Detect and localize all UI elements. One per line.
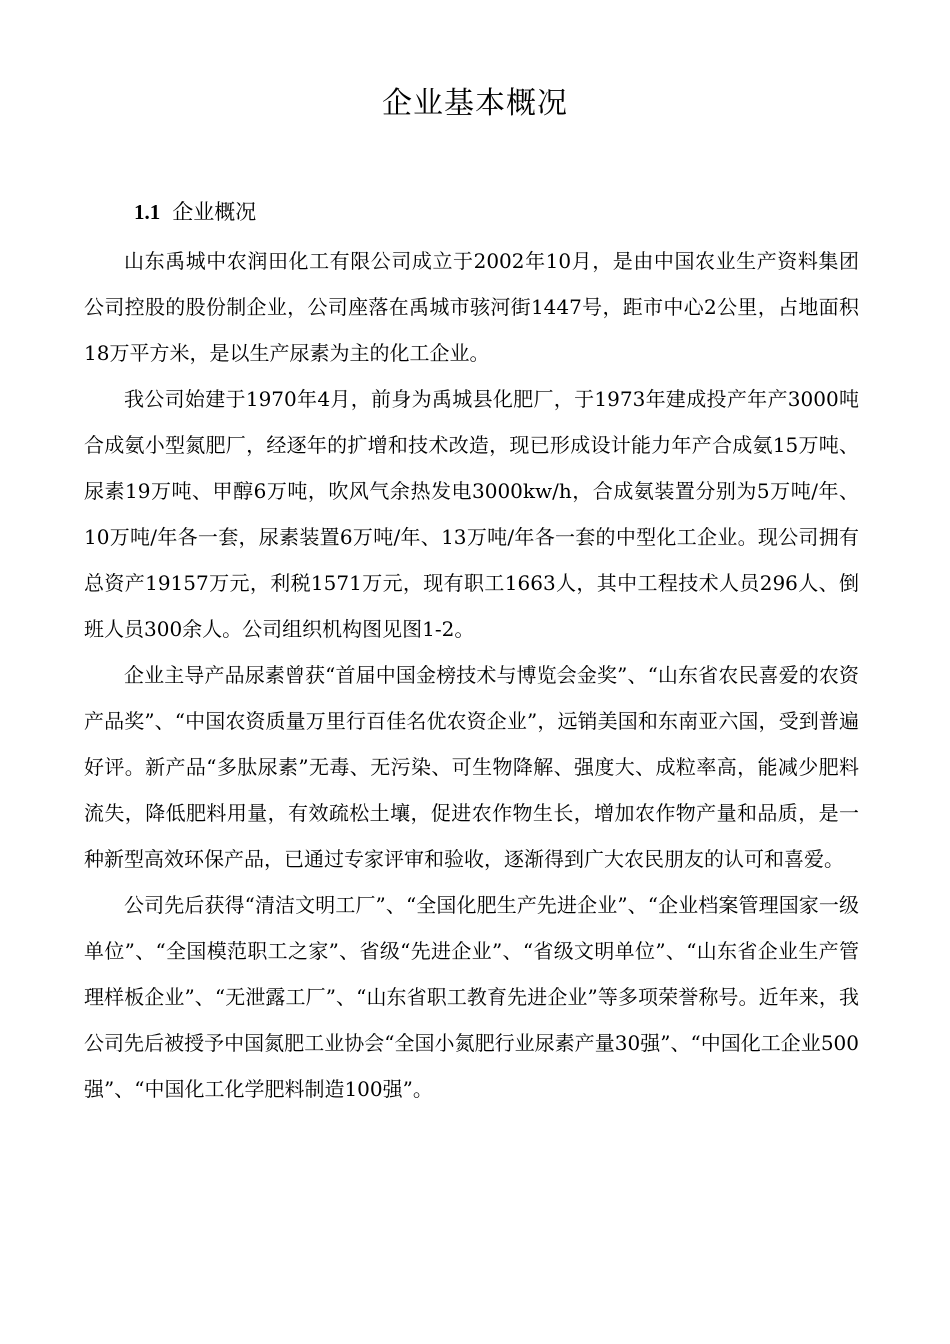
paragraph-company-history: 我公司始建于1970年4月，前身为禹城县化肥厂，于1973年建成投产年产3000吨合成氨小型氮肥厂，经逐年的扩增和技术改造，现已形成设计能力年产合成氨15万吨、尿素19万吨、甲醇6万吨，吹风气余热发电3000kw/h，合成氨装置分别为5万吨/年、10万吨/年各一套，尿素装置6万吨/年、13万吨/年各一套的中型化工企业。现公司拥有总资产19157万元，利税1571万元，现有职工1663人，其中工程技术人员296人、倒班人员300余人。公司组织机构图见图1-2。	[84, 387, 859, 641]
section-title: 企业概况	[172, 200, 257, 224]
page-title: 企业基本概况	[382, 86, 568, 121]
paragraph-products: 企业主导产品尿素曾获“首届中国金榜技术与博览会金奖”、“山东省农民喜爱的农资产品奖”、“中国农资质量万里行百佳名优农资企业”，远销美国和东南亚六国，受到普遍好评。新产品“多肽尿素”无毒、无污染、可生物降解、强度大、成粒率高，能减少肥料流失，降低肥料用量，有效疏松土壤，促进农作物生长，增加农作物产量和品质，是一种新型高效环保产品，已通过专家评审和验收，逐渐得到广大农民朋友的认可和喜爱。	[84, 663, 859, 871]
section-number: 1.1	[134, 200, 161, 224]
paragraph-honors: 公司先后获得“清洁文明工厂”、“全国化肥生产先进企业”、“企业档案管理国家一级单位”、“全国模范职工之家”、省级“先进企业”、“省级文明单位”、“山东省企业生产管理样板企业”、“无泄露工厂”、“山东省职工教育先进企业”等多项荣誉称号。近年来，我公司先后被授予中国氮肥工业协会“全国小氮肥行业尿素产量30强”、“中国化工企业500强”、“中国化工化学肥料制造100强”。	[84, 893, 859, 1101]
section-heading	[134, 196, 256, 226]
body-text	[84, 238, 859, 1112]
paragraph-company-intro: 山东禹城中农润田化工有限公司成立于2002年10月，是由中国农业生产资料集团公司控股的股份制企业，公司座落在禹城市骇河街1447号，距市中心2公里，占地面积18万平方米，是以生产尿素为主的化工企业。	[84, 249, 859, 365]
